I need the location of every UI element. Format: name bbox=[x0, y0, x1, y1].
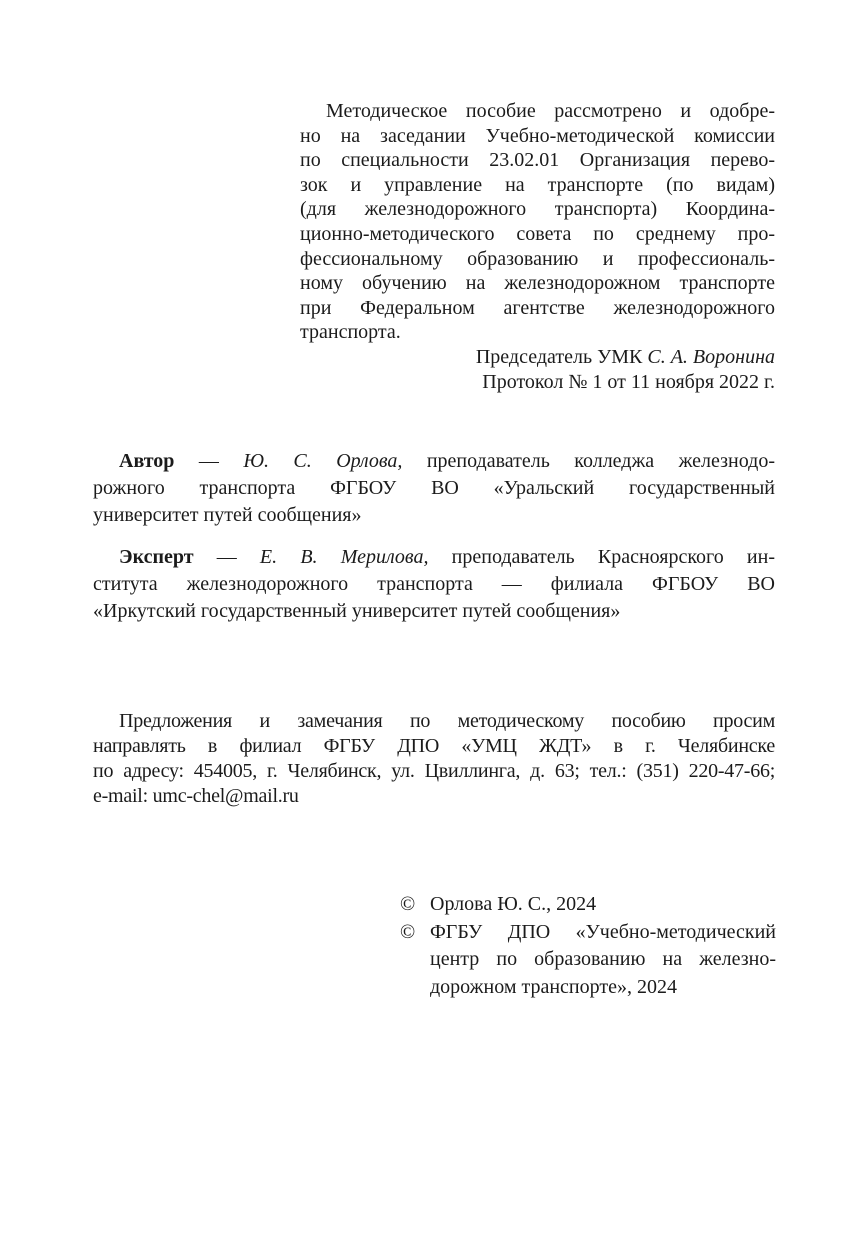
expert-name: Е. В. Мерилова, bbox=[259, 546, 429, 568]
approval-line: транспорта. bbox=[300, 321, 401, 344]
protocol-line: Протокол № 1 от 11 ноября 2022 г. bbox=[482, 370, 775, 393]
copyright-text bbox=[430, 919, 776, 1002]
copyright-symbol: © bbox=[400, 920, 416, 943]
approval-line: ционно-методического совета по среднему про- bbox=[300, 222, 775, 245]
approval-line: зок и управление на транспорте (по видам) bbox=[300, 173, 775, 196]
copyright-block bbox=[400, 891, 776, 1001]
approval-line: ному обучению на железнодорожном транспорте bbox=[300, 272, 775, 295]
feedback-line: Предложения и замечания по методическому пособию просим bbox=[119, 710, 775, 732]
expert-separator: — bbox=[193, 546, 260, 568]
expert-line: ститута железнодорожного транспорта — филиала ФГБОУ ВО bbox=[93, 573, 775, 595]
copyright-entry bbox=[400, 891, 776, 919]
author-separator: — bbox=[174, 450, 244, 472]
copyright-entry bbox=[400, 919, 776, 1002]
approval-line: (для железнодорожного транспорта) Координа- bbox=[300, 198, 775, 221]
copyright-line: дорожном транспорте», 2024 bbox=[430, 975, 677, 998]
expert-description-start: преподаватель Красноярского ин- bbox=[428, 546, 776, 568]
author-line bbox=[93, 448, 775, 475]
chairman-label: Председатель УМК bbox=[475, 345, 643, 368]
author-line: рожного транспорта ФГБОУ ВО «Уральский государственный bbox=[93, 477, 775, 499]
author-line: университет путей сообщения» bbox=[93, 504, 362, 526]
author-description-start: преподаватель колледжа железнодо- bbox=[402, 450, 776, 472]
approval-line: при Федеральном агентстве железнодорожного bbox=[300, 296, 775, 319]
author-label: Автор bbox=[119, 450, 175, 472]
author-name: Ю. С. Орлова, bbox=[243, 450, 403, 472]
expert-line bbox=[93, 544, 775, 571]
copyright-symbol: © bbox=[400, 893, 416, 915]
feedback-line: по адресу: 454005, г. Челябинск, ул. Цвиллинга, д. 63; тел.: (351) 220-47-66; bbox=[93, 760, 775, 782]
copyright-line: центр по образованию на железно- bbox=[430, 948, 776, 970]
feedback-line: направлять в филиал ФГБУ ДПО «УМЦ ЖДТ» в г. Челябинске bbox=[93, 735, 775, 757]
expert-line: «Иркутский государственный университет путей сообщения» bbox=[93, 600, 621, 622]
copyright-text bbox=[430, 891, 776, 919]
approval-line: по специальности 23.02.01 Организация перево- bbox=[300, 149, 775, 172]
feedback-block bbox=[93, 709, 775, 809]
author-block bbox=[93, 448, 775, 529]
approval-line: но на заседании Учебно-методической комиссии bbox=[300, 124, 775, 147]
chairman-name: С. А. Воронина bbox=[647, 345, 775, 368]
approval-line: Методическое пособие рассмотрено и одобре- bbox=[326, 100, 775, 122]
expert-block bbox=[93, 544, 775, 625]
copyright-line: Орлова Ю. С., 2024 bbox=[430, 893, 597, 915]
copyright-line: ФГБУ ДПО «Учебно-методический bbox=[430, 920, 776, 943]
approval-line: фессиональному образованию и профессиональ- bbox=[300, 247, 775, 270]
umk-chairman-line bbox=[300, 345, 775, 370]
approval-block bbox=[300, 99, 775, 394]
expert-label: Эксперт bbox=[119, 546, 194, 568]
feedback-email-line: e-mail: umc-chel@mail.ru bbox=[93, 785, 299, 807]
